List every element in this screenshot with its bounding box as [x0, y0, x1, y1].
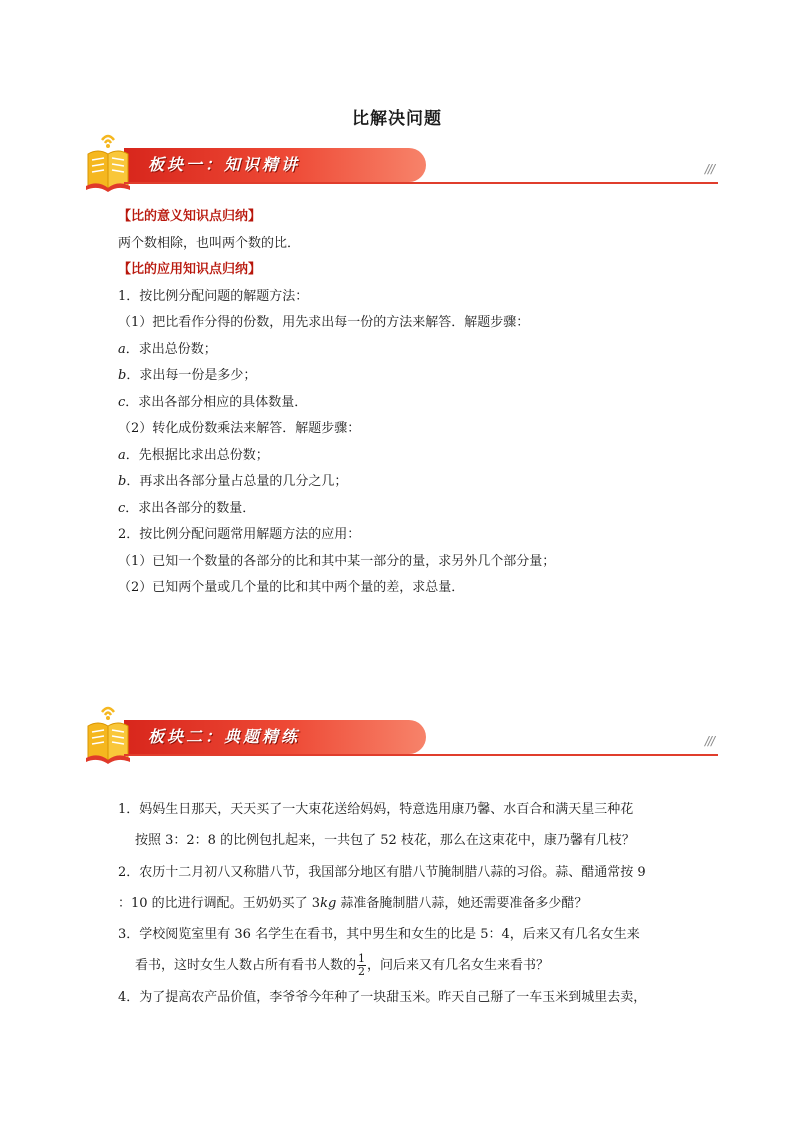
problem-3-line: [118, 950, 718, 981]
step-text: ．先根据比求出总份数；: [125, 447, 269, 463]
section-label: 板块二：典题精练: [148, 727, 301, 746]
problem-text: ，问后来又有几名女生来看书？: [367, 958, 550, 974]
knowledge-step: [118, 496, 718, 523]
problem-text: ：10 的比进行调配。王奶奶买了 3: [118, 895, 321, 911]
section-header-practice: [84, 700, 718, 768]
problem-1-line: 1．妈妈生日那天，天天买了一大束花送给妈妈，特意选用康乃馨、水百合和满天星三种花: [118, 802, 634, 817]
step-marker: a: [118, 447, 126, 463]
knowledge-line: 1．按比例分配问题的解题方法：: [118, 288, 309, 304]
fraction-numerator: 1: [358, 952, 366, 966]
knowledge-step: [118, 443, 718, 470]
problem-2-line: [118, 888, 718, 919]
step-marker: b: [118, 474, 127, 489]
problem-4-line: 4．为了提高农产品价值，李爷爷今年种了一块甜玉米。昨天自己掰了一车玉米到城里去卖，: [118, 989, 647, 1005]
knowledge-step: [118, 390, 718, 417]
fraction: [357, 953, 366, 978]
knowledge-line: （1）已知一个数量的各部分的比和其中某一部分的量，求另外几个部分量；: [118, 553, 556, 569]
section-slashes: ///: [704, 734, 714, 748]
problem-text: 蒜准备腌制腊八蒜，她还需要准备多少醋？: [336, 895, 588, 911]
step-text: ．求出各部分的数量．: [125, 500, 256, 516]
section-rule: [124, 182, 718, 184]
problem-3-line: 3．学校阅览室里有 36 名学生在看书，其中男生和女生的比是 5：4，后来又有几名女生来: [118, 927, 640, 943]
knowledge-heading: 【比的应用知识点归纳】: [118, 262, 262, 277]
page-title: 比解决问题: [352, 109, 442, 129]
knowledge-step: [118, 469, 718, 496]
step-text: ．求出各部分相应的具体数量．: [125, 394, 308, 410]
step-text: ．求出每一份是多少；: [126, 368, 257, 383]
knowledge-line: 两个数相除，也叫两个数的比．: [118, 235, 301, 251]
knowledge-step: [118, 337, 718, 364]
section-header-knowledge: [84, 128, 718, 196]
step-marker: c: [118, 394, 126, 410]
knowledge-line: （2）转化成份数乘法来解答．解题步骤：: [118, 421, 361, 436]
knowledge-section: [118, 204, 718, 602]
section-slashes: ///: [704, 162, 714, 176]
knowledge-line: 2．按比例分配问题常用解题方法的应用：: [118, 527, 361, 542]
knowledge-line: （1）把比看作分得的份数，用先求出每一份的方法来解答．解题步骤：: [118, 315, 530, 330]
step-marker: c: [118, 500, 126, 516]
problems-section: [118, 794, 718, 1013]
step-text: ．求出总份数；: [125, 341, 217, 357]
problem-2-line: 2．农历十二月初八又称腊八节，我国部分地区有腊八节腌制腊八蒜的习俗。蒜、醋通常按 9: [118, 864, 646, 880]
step-text: ．再求出各部分量占总量的几分之几；: [126, 474, 348, 489]
section-label: 板块一：知识精讲: [148, 155, 301, 174]
step-marker: b: [118, 368, 127, 383]
knowledge-step: [118, 363, 718, 390]
step-marker: a: [118, 341, 126, 357]
knowledge-line: （2）已知两个量或几个量的比和其中两个量的差，求总量．: [118, 580, 465, 595]
knowledge-heading: 【比的意义知识点归纳】: [118, 209, 262, 224]
unit-kg: kg: [320, 895, 337, 911]
section-rule: [124, 754, 718, 756]
problem-1-line: 按照 3：2：8 的比例包扎起来，一共包了 52 枝花，那么在这束花中，康乃馨有几枝？: [135, 833, 635, 849]
problem-text: 看书，这时女生人数占所有看书人数的: [135, 958, 357, 974]
fraction-denominator: 2: [358, 965, 366, 979]
